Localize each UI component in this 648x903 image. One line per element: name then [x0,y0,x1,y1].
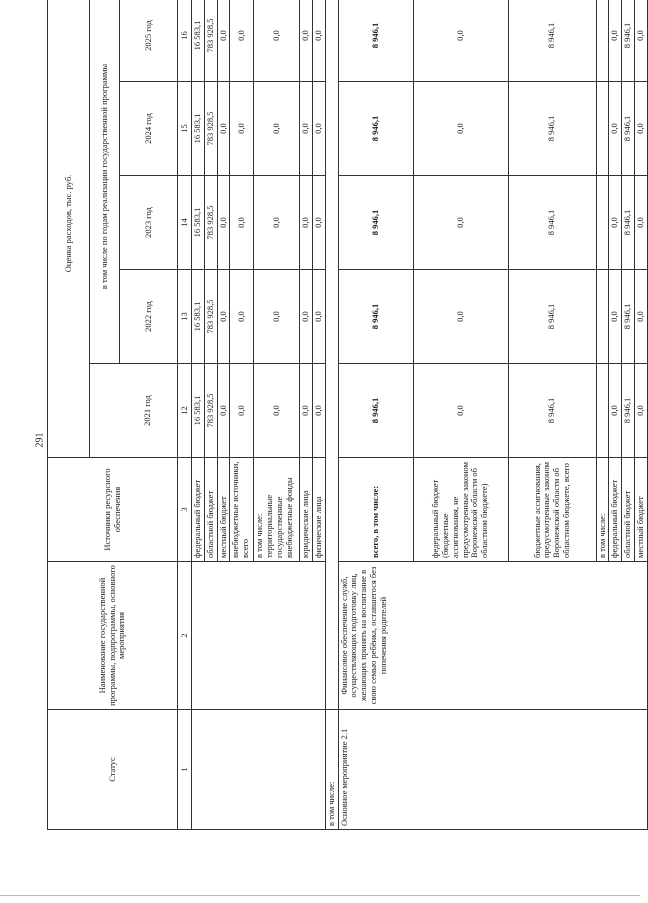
column-number: 15 [178,82,192,176]
bottom-rule [0,895,640,896]
value-cell: 8 946,1 [508,364,596,458]
header-status: Статус [48,710,178,830]
page-number: 291 [34,432,46,448]
measure-name: Финансовое обеспечение служб, осуществляющих подготовку лиц, желающих принять на воспитание в свою семью ребёнка, оставшегося без попечения родителей [338,562,647,710]
value-cell: 0,0 [609,364,622,458]
value-cell: 0,0 [217,0,230,82]
value-cell: 0,0 [313,176,326,270]
value-cell: 783 928,5 [204,364,217,458]
value-cell: 0,0 [230,270,254,364]
value-cell: 0,0 [634,0,647,82]
source-label: всего, в том числе: [338,458,413,562]
value-cell: 0,0 [254,270,300,364]
intro-blank [325,0,338,710]
year-header: 2023 год [120,176,178,270]
value-cell: 8 946,1 [622,270,635,364]
value-cell: 0,0 [230,0,254,82]
header-name: Наименование государственной программы, подпрограммы, основного мероприятия [48,562,178,710]
column-number: 13 [178,270,192,364]
value-cell: 0,0 [313,82,326,176]
year-header: 2024 год [120,82,178,176]
value-cell: 0,0 [217,176,230,270]
table-row [338,0,413,830]
year-header: 2025 год [120,0,178,82]
value-cell: 783 928,5 [204,176,217,270]
value-cell: 0,0 [217,82,230,176]
value-cell: 0,0 [300,0,313,82]
value-cell [596,82,609,176]
value-cell: 8 946,1 [338,270,413,364]
source-label: в том числе: [596,458,609,562]
value-cell: 0,0 [217,270,230,364]
value-cell: 0,0 [313,270,326,364]
value-cell: 0,0 [313,0,326,82]
source-label: местный бюджет [634,458,647,562]
name-cell-empty [192,562,326,710]
value-cell: 16 583,1 [192,0,205,82]
value-cell: 0,0 [634,364,647,458]
header-source: Источники ресурсного обеспечения [48,458,178,562]
source-label: бюджетные ассигнования, предусмотренные законом Воронежской области об областном бюджете, всего [508,458,596,562]
value-cell: 8 946,1 [622,0,635,82]
source-label: местный бюджет [217,458,230,562]
header-cell-blank [90,364,120,458]
source-label: в том числе: территориальные государственные внебюджетные фонды [254,458,300,562]
value-cell: 0,0 [230,364,254,458]
value-cell [596,176,609,270]
source-label: областной бюджет [622,458,635,562]
value-cell: 0,0 [413,82,508,176]
year-header: 2021 год [120,364,178,458]
value-cell: 8 946,1 [508,82,596,176]
column-number: 16 [178,0,192,82]
value-cell: 0,0 [609,82,622,176]
header-estimate: Оценка расходов, тыс. руб. [48,0,90,458]
value-cell: 8 946,1 [338,0,413,82]
table-row [192,0,205,830]
value-cell [596,0,609,82]
status-cell-empty [192,710,326,830]
value-cell: 0,0 [313,364,326,458]
value-cell: 0,0 [634,176,647,270]
column-number: 3 [178,458,192,562]
value-cell: 0,0 [413,176,508,270]
value-cell: 0,0 [230,176,254,270]
value-cell: 0,0 [413,364,508,458]
value-cell: 8 946,1 [508,0,596,82]
value-cell: 0,0 [230,82,254,176]
value-cell: 0,0 [300,364,313,458]
value-cell [596,364,609,458]
expense-table [47,0,648,830]
source-label: федеральный бюджет [609,458,622,562]
value-cell [596,270,609,364]
value-cell: 783 928,5 [204,270,217,364]
column-number: 1 [178,710,192,830]
value-cell: 0,0 [300,270,313,364]
source-label: областной бюджет [204,458,217,562]
value-cell: 0,0 [413,0,508,82]
value-cell: 0,0 [634,82,647,176]
source-label: внебюджетные источники, всего [230,458,254,562]
value-cell: 0,0 [254,0,300,82]
column-number: 12 [178,364,192,458]
table-row [325,0,338,830]
measure-status: Основное мероприятие 2.1 [338,710,647,830]
value-cell: 0,0 [300,176,313,270]
source-label: физические лица [313,458,326,562]
value-cell: 8 946,1 [622,82,635,176]
value-cell: 16 583,1 [192,270,205,364]
value-cell: 8 946,1 [338,364,413,458]
value-cell: 0,0 [254,176,300,270]
value-cell: 0,0 [300,82,313,176]
value-cell: 8 946,1 [508,270,596,364]
value-cell: 0,0 [609,270,622,364]
intro-label: в том числе: [325,710,338,830]
header-by-years: в том числе по годам реализации государственной программы [90,0,120,364]
value-cell: 0,0 [254,82,300,176]
value-cell: 0,0 [217,364,230,458]
value-cell: 8 946,1 [508,176,596,270]
value-cell: 16 583,1 [192,364,205,458]
value-cell: 8 946,1 [338,176,413,270]
value-cell: 8 946,1 [338,82,413,176]
value-cell: 0,0 [609,0,622,82]
value-cell: 783 928,5 [204,82,217,176]
value-cell: 8 946,1 [622,176,635,270]
value-cell: 0,0 [413,270,508,364]
value-cell: 0,0 [609,176,622,270]
value-cell: 783 928,5 [204,0,217,82]
source-label: федеральный бюджет [192,458,205,562]
value-cell: 16 583,1 [192,82,205,176]
value-cell: 0,0 [254,364,300,458]
source-label: юридические лица [300,458,313,562]
source-label: федеральный бюджет (бюджетные ассигнования, не предусмотренные законом Воронежской области об областном бюджете) [413,458,508,562]
column-number: 2 [178,562,192,710]
column-number: 14 [178,176,192,270]
value-cell: 0,0 [634,270,647,364]
year-header: 2022 год [120,270,178,364]
value-cell: 8 946,1 [622,364,635,458]
value-cell: 16 583,1 [192,176,205,270]
rotated-page [47,0,645,830]
